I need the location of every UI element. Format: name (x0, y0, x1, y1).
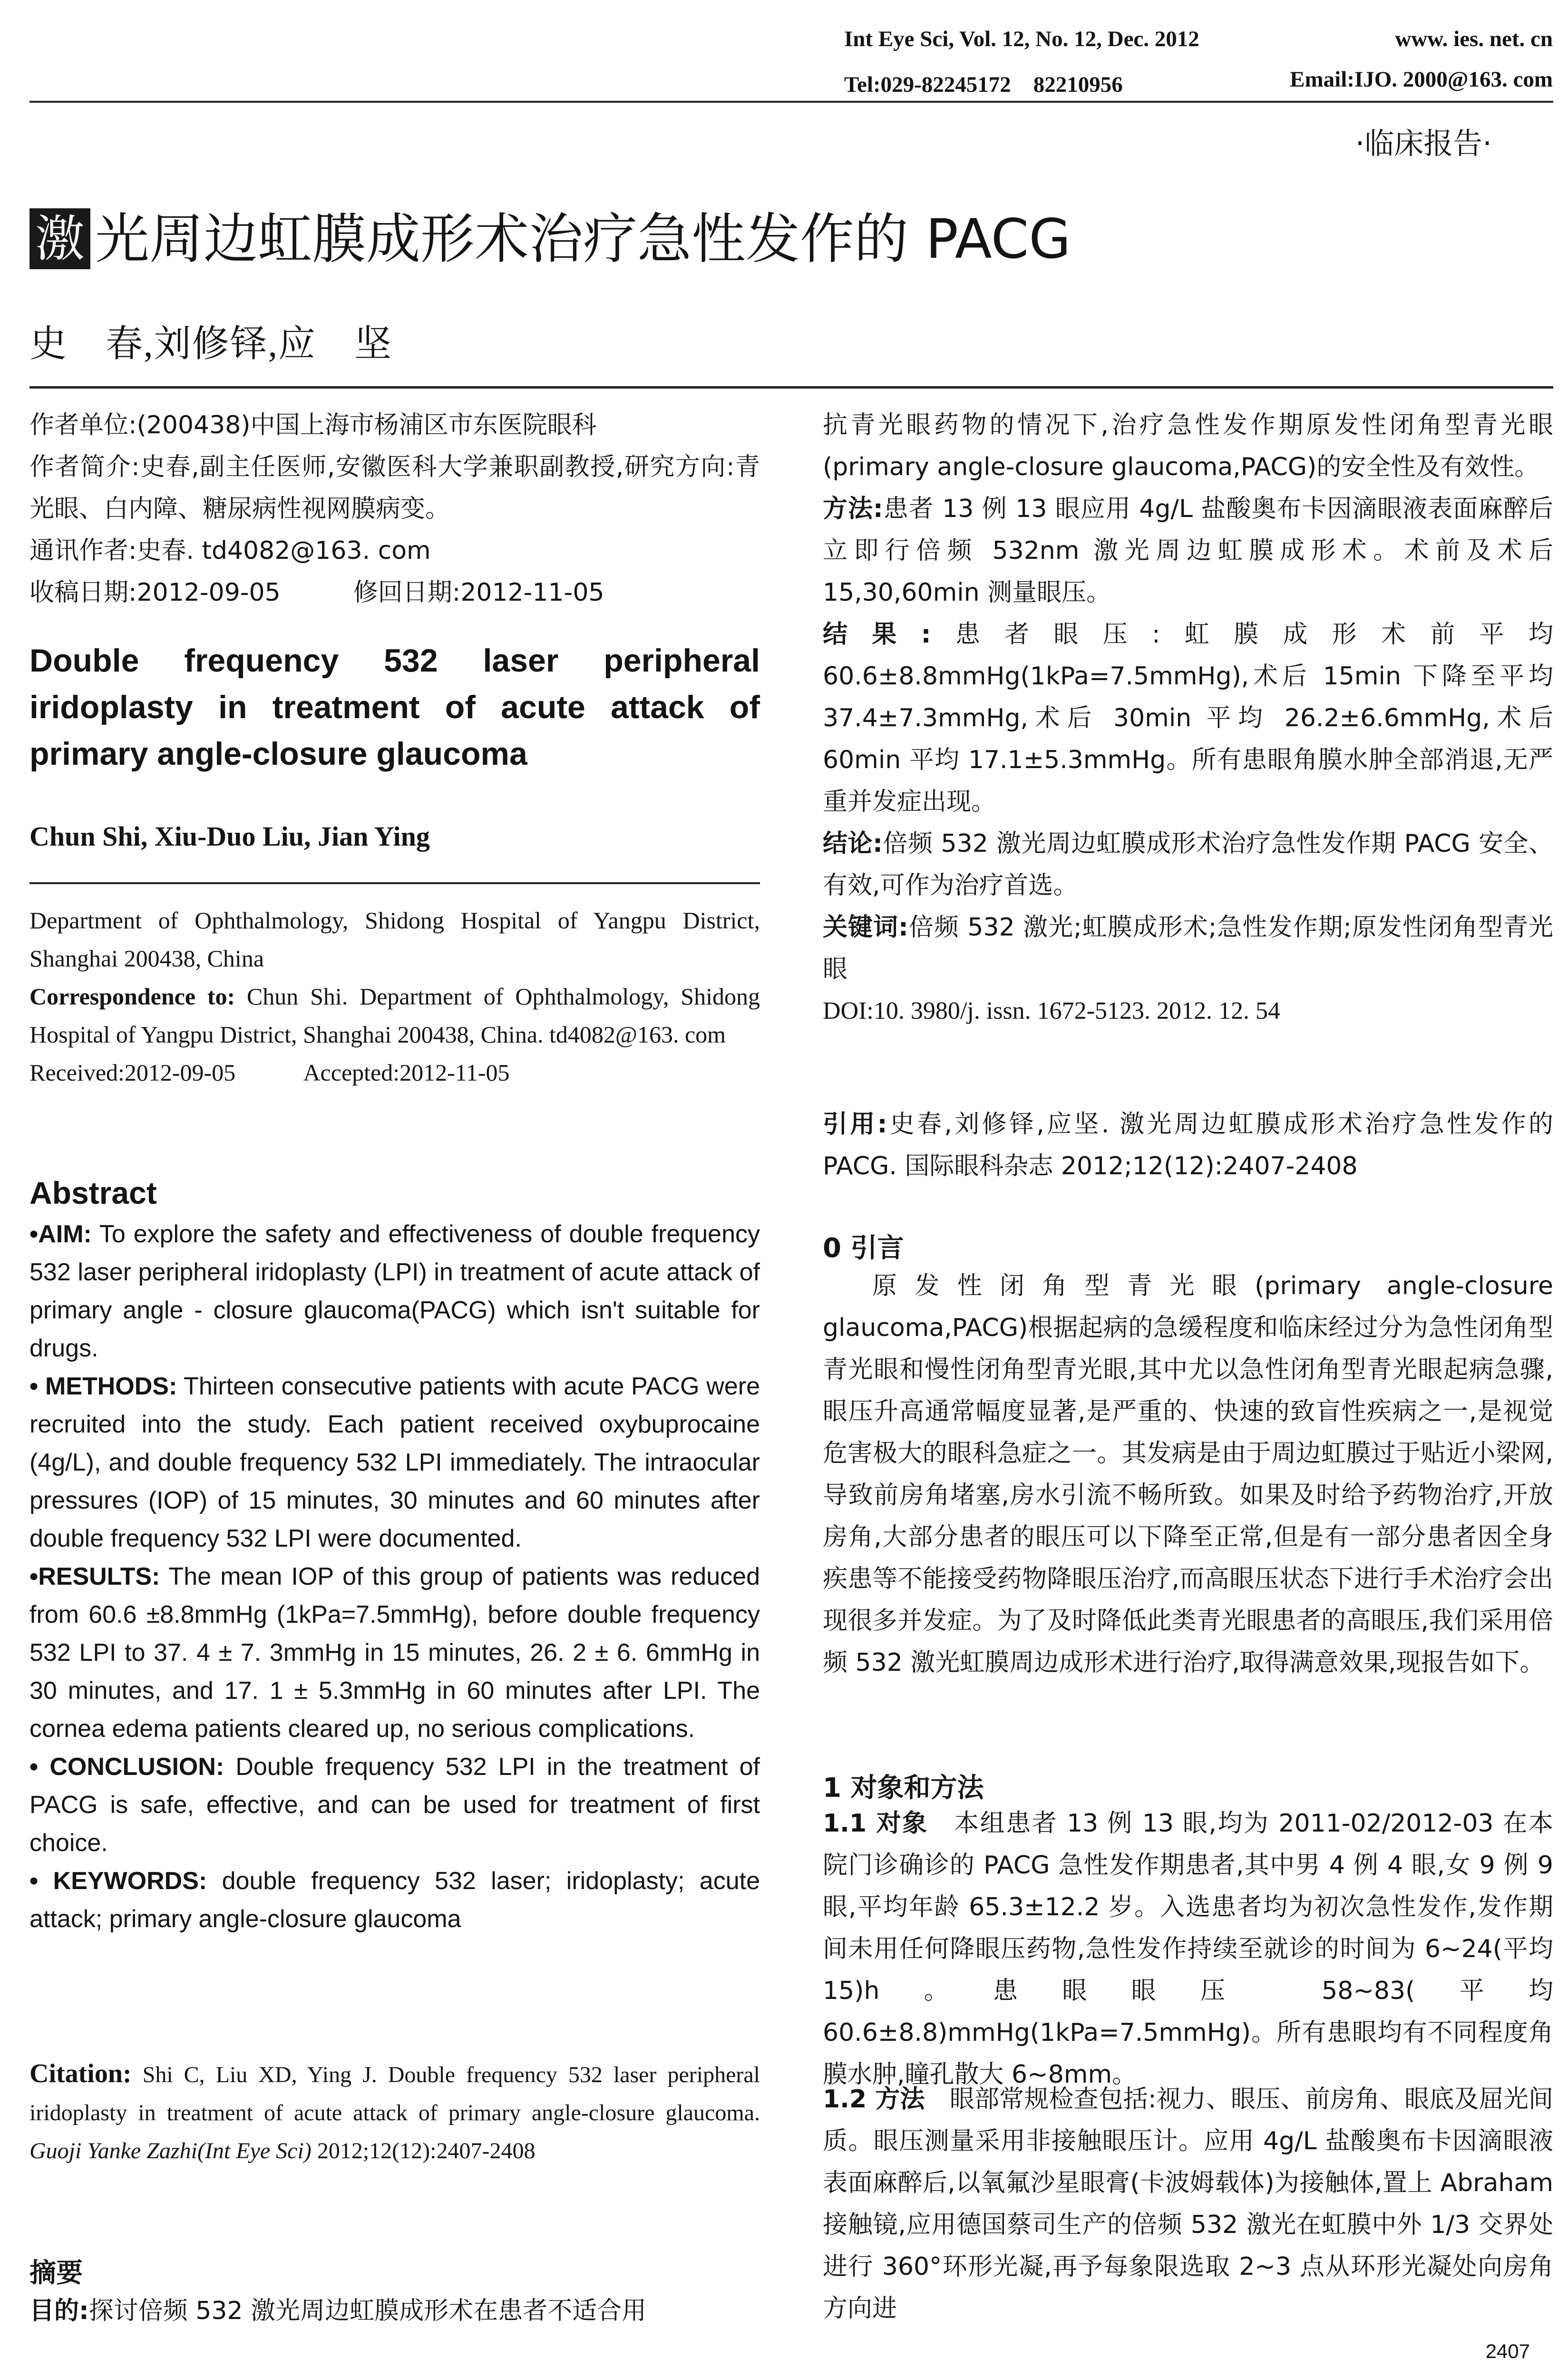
aim-text: To explore the safety and effectiveness of double frequency 532 laser peripheral iridoplasty (LPI) in treatment of acute attack of primary angle - closure glaucoma(PACG) which isn't suitable for drugs. (29, 1220, 760, 1362)
english-accepted: Accepted:2012-11-05 (303, 1059, 510, 1086)
abstract-heading: Abstract (29, 1175, 157, 1210)
correspondence-cn: 通讯作者:史春. td4082@163. com (29, 536, 431, 565)
dates-cn (29, 572, 760, 614)
methods-label: • METHODS: (29, 1373, 177, 1400)
results-label: •RESULTS: (29, 1563, 160, 1590)
abstract-cn-heading: 摘要 (29, 2258, 83, 2289)
results-text: The mean IOP of this group of patients was reduced from 60.6 ±8.8mmHg (1kPa=7.5mmHg), before double frequency 532 LPI to 37. 4 ± 7. 3mmHg in 15 minutes, 26. 2 ± 6. 6mmHg in 30 minutes, and 17. 1 ± 5.3mmHg in 60 minutes after LPI. The cornea edema patients cleared up, no serious complications. (29, 1563, 760, 1743)
doi: DOI:10. 3980/j. issn. 1672-5123. 2012. 12. 54 (823, 997, 1280, 1024)
english-affiliation (29, 901, 760, 1092)
page-title: 光周边虹膜成形术治疗急性发作的 PACG (95, 207, 1071, 271)
abstract-keywords (29, 1862, 760, 1938)
citation-text: Shi C, Liu XD, Ying J. Double frequency 532 laser peripheral iridoplasty in treatment of acute attack of primary angle-closure glaucoma. (29, 2062, 760, 2125)
journal-info-line (844, 26, 1553, 52)
page-number: 2407 (1485, 2340, 1530, 2362)
keywords-cn-label: 关键词: (823, 913, 908, 942)
citation-cn-text: 史春,刘修铎,应坚. 激光周边虹膜成形术治疗急性发作的 PACG. 国际眼科杂志 2012;12(12):2407-2408 (823, 1110, 1554, 1180)
english-correspondence: Chun Shi. Department of Ophthalmology, Shidong Hospital of Yangpu District, Shanghai 200438, China. td4082@163. com (29, 983, 760, 1048)
header-rule (29, 101, 1553, 103)
abstract-body (29, 1215, 760, 1938)
abstract-cn-body (823, 404, 1553, 1032)
subjects-label: 1.1 对象 (823, 1809, 928, 1838)
method-text: 眼部常规检查包括:视力、眼压、前房角、眼底及屈光间质。眼压测量采用非接触眼压计。应用 4g/L 盐酸奥布卡因滴眼液表面麻醉后,以氧氟沙星眼膏(卡波姆载体)为接触体,置上 Abraham 接触镜,应用德国蔡司生产的倍频 532 激光在虹膜中外 1/3 交界处进行 360°环形光凝,再予每象限选取 2~3 点从环形光凝处向房角方向进 (823, 2085, 1553, 2323)
abstract-cn-conclusion (823, 823, 1553, 906)
journal-email: Email:IJO. 2000@163. com (1290, 67, 1553, 92)
citation-journal: Guoji Yanke Zazhi(Int Eye Sci) (29, 2138, 312, 2164)
subjects-text: 本组患者 13 例 13 眼,均为 2011-02/2012-03 在本院门诊确诊的 PACG 急性发作期患者,其中男 4 例 4 眼,女 9 例 9 眼,平均年龄 65.3±12.2 岁。入选患者均为初次急性发作,发作期间未用任何降眼压药物,急性发作持续至就诊的时间为 6~24(平均 15)h。患眼眼压 58~83(平均 60.6±8.8)mmHg(1kPa=7.5mmHg)。所有患眼均有不同程度角膜水肿,瞳孔散大 6~8mm。 (823, 1809, 1553, 2089)
keywords-text: double frequency 532 laser; iridoplasty; acute attack; primary angle-closure glaucoma (29, 1867, 760, 1933)
conclusion-label: • CONCLUSION: (29, 1753, 224, 1781)
journal-tel: Tel:029-82245172 82210956 (844, 72, 1123, 97)
conclusion-cn-text: 倍频 532 激光周边虹膜成形术治疗急性发作期 PACG 安全、有效,可作为治疗首选。 (823, 829, 1553, 900)
intro-heading: 0 引言 (823, 1233, 904, 1264)
english-title: Double frequency 532 laser peripheral iridoplasty in treatment of acute attack of primary angle-closure glaucoma (29, 643, 760, 772)
citation-en (29, 2055, 760, 2170)
intro-text: 原发性闭角型青光眼(primary angle-closure glaucoma,PACG)根据起病的急缓程度和临床经过分为急性闭角型青光眼和慢性闭角型青光眼,其中尤以急性闭角型青光眼起病急骤,眼压升高通常幅度显著,是严重的、快速的致盲性疾病之一,是视觉危害极大的眼科急症之一。其发病是由于周边虹膜过于贴近小梁网,导致前房角堵塞,房水引流不畅所致。如果及时给予药物治疗,开放房角,大部分患者的眼压可以下降至正常,但是有一部分患者因全身疾患等不能接受药物降眼压治疗,而高眼压状态下进行手术治疗会出现很多并发症。为了及时降低此类青光眼患者的高眼压,我们采用倍频 532 激光虹膜周边成形术进行治疗,取得满意效果,现报告如下。 (823, 1272, 1553, 1677)
methods-heading: 1 对象和方法 (823, 1773, 984, 1803)
keywords-cn-text: 倍频 532 激光;虹膜成形术;急性发作期;原发性闭角型青光眼 (823, 913, 1553, 984)
abstract-aim (29, 1215, 760, 1367)
journal-contact-line (844, 67, 1553, 98)
revised-cn: 修回日期:2012-11-05 (353, 578, 604, 607)
citation-cn (823, 1103, 1553, 1187)
english-department: Department of Ophthalmology, Shidong Hospital of Yangpu District, Shanghai 200438, China (29, 907, 760, 972)
results-cn-label: 结果: (823, 620, 931, 649)
aim-cn-text-part1: 探讨倍频 532 激光周边虹膜成形术在患者不适合用 (88, 2297, 647, 2325)
received-cn: 收稿日期:2012-09-05 (29, 578, 281, 607)
keywords-label: • KEYWORDS: (29, 1867, 207, 1895)
abstract-cn-aim-start (29, 2290, 760, 2378)
english-authors: Chun Shi, Xiu-Duo Liu, Jian Ying (29, 821, 430, 852)
abstract-cn-keywords (823, 906, 1553, 990)
methods-cn-label: 方法: (823, 495, 883, 523)
methods-text: Thirteen consecutive patients with acute PACG were recruited into the study. Each patient received oxybuprocaine (4g/L), and double frequency 532 LPI immediately. The intraocular pressures (IOP) of 15 minutes, 30 minutes and 60 minutes after double frequency 532 LPI were documented. (29, 1373, 760, 1552)
journal-issue: Int Eye Sci, Vol. 12, No. 12, Dec. 2012 (844, 27, 1199, 51)
english-received: Received:2012-09-05 (29, 1059, 236, 1086)
journal-website: www. ies. net. cn (1395, 27, 1553, 51)
english-dates (29, 1053, 760, 1092)
authors-cn: 史 春,刘修铎,应 坚 (29, 323, 393, 364)
abstract-cn-results (823, 614, 1553, 823)
conclusion-cn-label: 结论: (823, 829, 883, 858)
affiliation-cn: 作者单位:(200438)中国上海市杨浦区市东医院眼科 (29, 411, 597, 439)
abstract-cn-methods (823, 488, 1553, 614)
citation-cn-label: 引用: (823, 1110, 887, 1139)
author-info-cn (29, 404, 760, 614)
section-tag: ·临床报告· (1355, 126, 1492, 161)
correspondence-label: Correspondence to: (29, 983, 235, 1010)
method-label: 1.2 方法 (823, 2085, 925, 2114)
title-first-char-block: 激 (29, 208, 90, 269)
citation-label: Citation: (29, 2059, 132, 2088)
author-bio-cn: 作者简介:史春,副主任医师,安徽医科大学兼职副教授,研究方向:青光眼、白内障、糖尿病性视网膜病变。 (29, 453, 760, 523)
aim-cn-text-part2: 抗青光眼药物的情况下,治疗急性发作期原发性闭角型青光眼(primary angle-closure glaucoma,PACG)的安全性及有效性。 (823, 411, 1553, 481)
abstract-conclusion (29, 1748, 760, 1862)
method-paragraph (823, 2078, 1553, 2329)
title-rule (29, 386, 1553, 389)
english-authors-rule (29, 882, 760, 884)
conclusion-text: Double frequency 532 LPI in the treatment of PACG is safe, effective, and can be used for treatment of first choice. (29, 1753, 760, 1857)
methods-cn-text: 患者 13 例 13 眼应用 4g/L 盐酸奥布卡因滴眼液表面麻醉后立即行倍频 532nm 激光周边虹膜成形术。术前及术后 15,30,60min 测量眼压。 (823, 495, 1553, 607)
aim-cn-label: 目的: (29, 2297, 89, 2325)
citation-tail: 2012;12(12):2407-2408 (311, 2138, 536, 2164)
results-cn-text: 患者眼压:虹膜成形术前平均 60.6±8.8mmHg(1kPa=7.5mmHg),术后 15min 下降至平均 37.4±7.3mmHg,术后 30min 平均 26.2±6.6mmHg,术后 60min 平均 17.1±5.3mmHg。所有患眼角膜水肿全部消退,无严重并发症出现。 (823, 620, 1553, 816)
abstract-results (29, 1558, 760, 1748)
aim-label: •AIM: (29, 1220, 92, 1248)
abstract-methods (29, 1367, 760, 1558)
subjects-paragraph (823, 1803, 1553, 2095)
